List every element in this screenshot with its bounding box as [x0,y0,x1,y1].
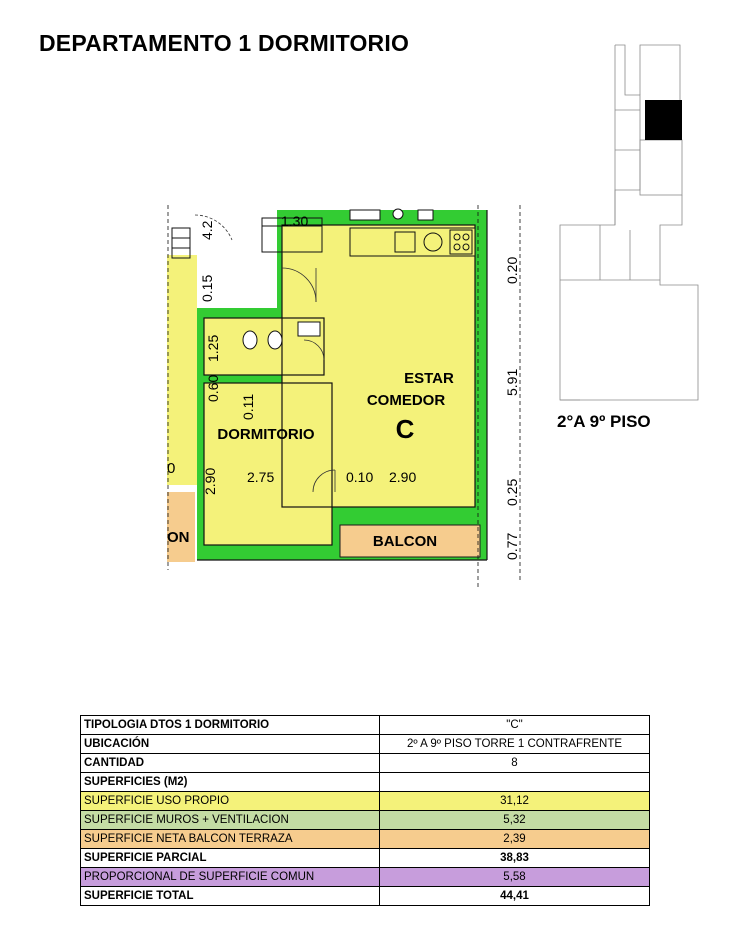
balcon-label: BALCON [372,533,438,550]
dim-right-591: 5.91 [504,368,520,396]
row-label: SUPERFICIES (M2) [81,773,380,792]
key-plan [0,0,749,420]
row-label: SUPERFICIE MUROS + VENTILACION [81,811,380,830]
table-row [81,811,650,830]
row-label: PROPORCIONAL DE SUPERFICIE COMUN [81,868,380,887]
row-label: SUPERFICIE USO PROPIO [81,792,380,811]
key-plan-floor-label: 2°A 9º PISO [557,412,651,431]
row-label: UBICACIÓN [81,735,380,754]
row-label: SUPERFICIE NETA BALCON TERRAZA [81,830,380,849]
dormitorio-label: DORMITORIO [217,426,315,443]
dim-right-025: 0.25 [504,478,520,506]
dim-inner-290: 2.90 [389,469,417,485]
row-value: 5,58 [380,868,650,887]
neighbor-balcony-fill [167,492,195,562]
table-row [81,754,650,773]
neighbor-fragment-on: ON [167,529,190,546]
summary-table [80,715,650,906]
page-title: DEPARTAMENTO 1 DORMITORIO [39,30,410,56]
table-row [81,735,650,754]
row-value: 38,83 [380,849,650,868]
row-value: "C" [380,716,650,735]
table-row [81,716,650,735]
dim-inner-010: 0.10 [346,469,374,485]
dim-left-011: 0.11 [240,393,256,420]
dim-top-130: 1.30 [281,213,309,229]
table-row [81,887,650,906]
dim-left-290: 2.90 [202,467,218,495]
row-value: 5,32 [380,811,650,830]
row-label: CANTIDAD [81,754,380,773]
row-value: 44,41 [380,887,650,906]
row-value: 2,39 [380,830,650,849]
dim-right-077: 0.77 [504,532,520,560]
comedor-label: COMEDOR [366,392,446,409]
neighbor-fragment-0: 0 [167,460,176,477]
table-row [81,868,650,887]
dim-left-060: 0.60 [205,374,221,402]
row-label: SUPERFICIE TOTAL [81,887,380,906]
dim-right-020: 0.20 [504,256,520,284]
table-row [81,773,650,792]
unit-letter: C [395,414,415,444]
row-value [380,773,650,792]
table-row [81,849,650,868]
dim-top-42: 4.2 [199,220,215,240]
unit-location-marker [645,100,682,140]
row-label: TIPOLOGIA DTOS 1 DORMITORIO [81,716,380,735]
dim-left-015: 0.15 [199,274,215,302]
row-value: 31,12 [380,792,650,811]
dim-inner-275: 2.75 [247,469,275,485]
table-row [81,830,650,849]
row-value: 2º A 9º PISO TORRE 1 CONTRAFRENTE [380,735,650,754]
row-value: 8 [380,754,650,773]
table-row [81,792,650,811]
estar-label: ESTAR [404,370,454,387]
dim-left-125: 1.25 [205,334,221,362]
row-label: SUPERFICIE PARCIAL [81,849,380,868]
